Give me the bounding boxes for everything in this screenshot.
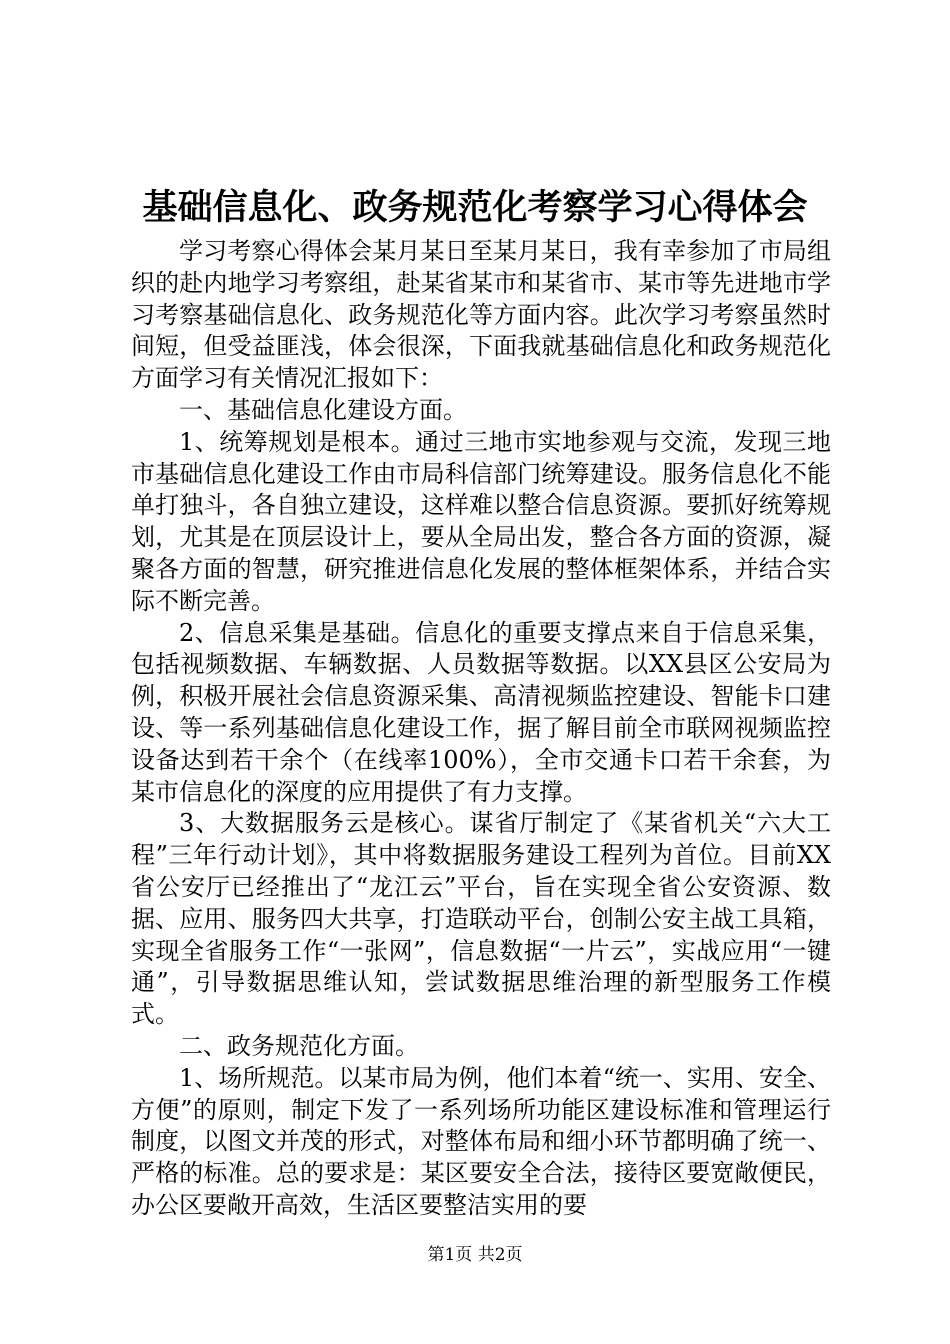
document-title: 基础信息化、政务规范化考察学习心得体会 bbox=[142, 187, 808, 228]
paragraph-big-data: 3、大数据服务云是核心。谋省厅制定了《某省机关“六大工程”三年行动计划》，其中将数据服务建设工程列为首位。目前XX省公安厅已经推出了“龙江云”平台，旨在实现全省公安资源、数据、应用、服务四大共享，打造联动平台，创制公安主战工具箱，实现全省服务工作“一张网”，信息数据“一片云”，实战应用“一键通”，引导数据思维认知，尝试数据思维治理的新型服务工作模式。 bbox=[131, 809, 831, 1029]
section-heading-infrastructure: 一、基础信息化建设方面。 bbox=[179, 395, 467, 424]
paragraph-intro: 学习考察心得体会某月某日至某月某日，我有幸参加了市局组织的赴内地学习考察组，赴某省某市和某省市、某市等先进地市学习考察基础信息化、政务规范化等方面内容。此次学习考察虽然时间短，但受益匪浅，体会很深，下面我就基础信息化和政务规范化方面学习有关情况汇报如下： bbox=[131, 237, 831, 393]
paragraph-collection: 2、信息采集是基础。信息化的重要支撑点来自于信息采集，包括视频数据、车辆数据、人员数据等数据。以XX县区公安局为例，积极开展社会信息资源采集、高清视频监控建设、智能卡口建设、等一系列基础信息化建设工作，据了解目前全市联网视频监控设备达到若干余个（在线率100%），全市交通卡口若干余套，为某市信息化的深度的应用提供了有力支撑。 bbox=[131, 618, 831, 806]
document-body bbox=[131, 236, 831, 1222]
paragraph-planning: 1、统筹规划是根本。通过三地市实地参观与交流，发现三地市基础信息化建设工作由市局科信部门统筹建设。服务信息化不能单打独斗，各自独立建设，这样难以整合信息资源。要抓好统筹规划，尤其是在顶层设计上，要从全局出发，整合各方面的资源，凝聚各方面的智慧，研究推进信息化发展的整体框架体系，并结合实际不断完善。 bbox=[131, 427, 831, 615]
paragraph-venue: 1、场所规范。以某市局为例，他们本着“统一、实用、安全、方便”的原则，制定下发了一系列场所功能区建设标准和管理运行制度，以图文并茂的形式，对整体布局和细小环节都明确了统一、严格的标准。总的要求是：某区要安全合法，接待区要宽敞便民，办公区要敞开高效，生活区要整洁实用的要 bbox=[131, 1063, 831, 1219]
page-footer: 第1页 共2页 bbox=[427, 1245, 523, 1265]
section-heading-governance: 二、政务规范化方面。 bbox=[179, 1031, 419, 1060]
